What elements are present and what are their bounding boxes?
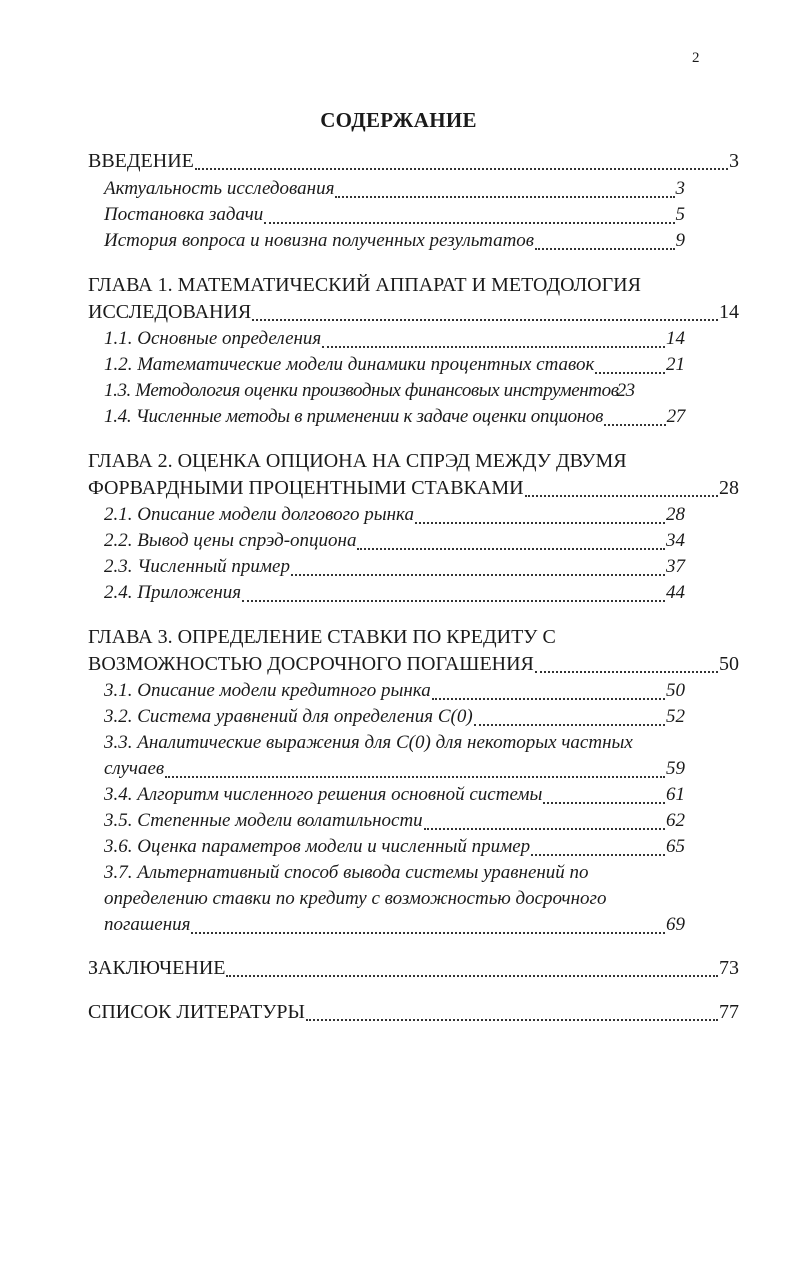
toc-entry-1-1[interactable]: 1.1. Основные определения 14	[104, 328, 685, 349]
toc-chapter-2-line1[interactable]: ГЛАВА 2. ОЦЕНКА ОПЦИОНА НА СПРЭД МЕЖДУ ДВУМЯ	[88, 450, 627, 472]
toc-entry-3-6[interactable]: 3.6. Оценка параметров модели и численный пример 65	[104, 836, 685, 857]
toc-entry-1-2[interactable]: 1.2. Математические модели динамики процентных ставок 21	[104, 354, 685, 375]
toc-entry-3-4[interactable]: 3.4. Алгоритм численного решения основной системы 61	[104, 784, 685, 805]
toc-chapter-3-line1[interactable]: ГЛАВА 3. ОПРЕДЕЛЕНИЕ СТАВКИ ПО КРЕДИТУ С	[88, 626, 556, 648]
toc-entry-1-3[interactable]: 1.3. Методология оценки производных финансовых инструментов 23	[104, 380, 635, 401]
toc-entry-2-2[interactable]: 2.2. Вывод цены спрэд-опциона 34	[104, 530, 685, 551]
toc-chapter-1[interactable]: ИССЛЕДОВАНИЯ 14	[88, 301, 739, 323]
toc-entry-2-1[interactable]: 2.1. Описание модели долгового рынка 28	[104, 504, 685, 525]
toc-entry-3-2[interactable]: 3.2. Система уравнений для определения С(0) 52	[104, 706, 685, 727]
toc-entry-1-4[interactable]: 1.4. Численные методы в применении к задаче оценки опционов 27	[104, 406, 685, 427]
toc-entry-problem[interactable]: Постановка задачи 5	[104, 204, 685, 225]
page-number: 2	[692, 50, 700, 66]
toc-entry-history[interactable]: История вопроса и новизна полученных результатов 9	[104, 230, 685, 251]
toc-entry-2-3[interactable]: 2.3. Численный пример 37	[104, 556, 685, 577]
toc-entry-2-4[interactable]: 2.4. Приложения 44	[104, 582, 685, 603]
toc-entry-3-1[interactable]: 3.1. Описание модели кредитного рынка 50	[104, 680, 685, 701]
toc-entry-3-3[interactable]: случаев 59	[104, 758, 685, 779]
toc-entry-3-7-line2[interactable]: определению ставки по кредиту с возможностью досрочного	[104, 888, 607, 909]
toc-chapter-2[interactable]: ФОРВАРДНЫМИ ПРОЦЕНТНЫМИ СТАВКАМИ 28	[88, 477, 739, 499]
toc-chapter-3[interactable]: ВОЗМОЖНОСТЬЮ ДОСРОЧНОГО ПОГАШЕНИЯ 50	[88, 653, 739, 675]
toc-entry-3-7-line1[interactable]: 3.7. Альтернативный способ вывода системы уравнений по	[104, 862, 589, 883]
toc-entry-relevance[interactable]: Актуальность исследования 3	[104, 178, 685, 199]
toc-entry-intro[interactable]: ВВЕДЕНИЕ 3	[88, 150, 739, 172]
toc-entry-3-7[interactable]: погашения 69	[104, 914, 685, 935]
toc-entry-3-5[interactable]: 3.5. Степенные модели волатильности 62	[104, 810, 685, 831]
toc-title: СОДЕРЖАНИЕ	[320, 108, 477, 132]
toc-entry-conclusion[interactable]: ЗАКЛЮЧЕНИЕ 73	[88, 957, 739, 979]
toc-chapter-1-line1[interactable]: ГЛАВА 1. МАТЕМАТИЧЕСКИЙ АППАРАТ И МЕТОДОЛОГИЯ	[88, 274, 641, 296]
toc-entry-3-3-line1[interactable]: 3.3. Аналитические выражения для С(0) для некоторых частных	[104, 732, 633, 753]
toc-entry-references[interactable]: СПИСОК ЛИТЕРАТУРЫ 77	[88, 1001, 739, 1023]
